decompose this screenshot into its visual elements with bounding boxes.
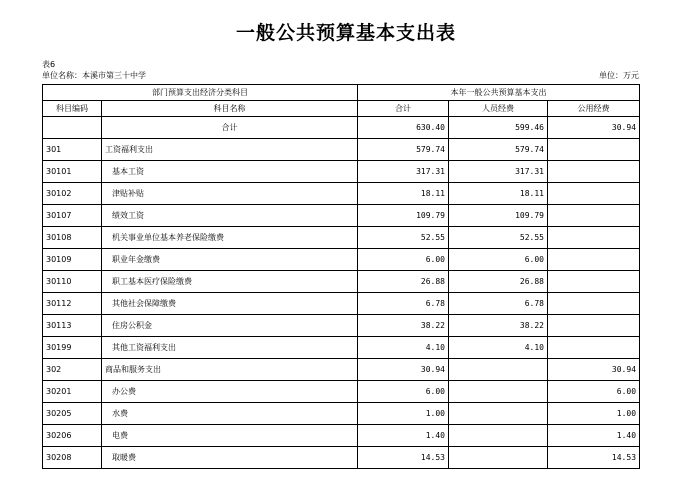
total-label: 合计 (102, 117, 358, 139)
row-name: 工资福利支出 (102, 139, 358, 161)
row-personnel: 317.31 (449, 161, 548, 183)
table-number: 表6 (42, 60, 56, 69)
row-code: 30208 (43, 447, 102, 469)
row-name: 取暖费 (102, 447, 358, 469)
row-personnel: 6.00 (449, 249, 548, 271)
row-public (548, 293, 640, 315)
table-row (43, 249, 640, 271)
row-name: 电费 (102, 425, 358, 447)
row-total: 4.10 (358, 337, 449, 359)
row-personnel: 579.74 (449, 139, 548, 161)
table-row (43, 403, 640, 425)
table-row (43, 381, 640, 403)
row-name: 职工基本医疗保险缴费 (102, 271, 358, 293)
table-row (43, 315, 640, 337)
row-name: 津贴补贴 (102, 183, 358, 205)
row-public (548, 315, 640, 337)
row-public (548, 337, 640, 359)
table-row (43, 271, 640, 293)
row-code: 30108 (43, 227, 102, 249)
header-total: 合计 (358, 101, 449, 117)
row-code: 30112 (43, 293, 102, 315)
row-public (548, 249, 640, 271)
row-name: 职业年金缴费 (102, 249, 358, 271)
table-row (43, 293, 640, 315)
row-total: 579.74 (358, 139, 449, 161)
header-group-row (43, 85, 640, 101)
row-public (548, 183, 640, 205)
row-name: 商品和服务支出 (102, 359, 358, 381)
table-row (43, 227, 640, 249)
header-name: 科目名称 (102, 101, 358, 117)
header-public: 公用经费 (548, 101, 640, 117)
row-public: 1.00 (548, 403, 640, 425)
row-total: 6.00 (358, 381, 449, 403)
row-total: 317.31 (358, 161, 449, 183)
row-total: 52.55 (358, 227, 449, 249)
row-name: 机关事业单位基本养老保险缴费 (102, 227, 358, 249)
total-personnel: 599.46 (449, 117, 548, 139)
row-public (548, 271, 640, 293)
row-total: 26.88 (358, 271, 449, 293)
total-row (43, 117, 640, 139)
row-public (548, 205, 640, 227)
row-total: 1.40 (358, 425, 449, 447)
row-code: 30110 (43, 271, 102, 293)
row-total: 109.79 (358, 205, 449, 227)
total-total: 630.40 (358, 117, 449, 139)
row-public (548, 161, 640, 183)
row-total: 1.00 (358, 403, 449, 425)
header-personnel: 人员经费 (449, 101, 548, 117)
row-personnel: 38.22 (449, 315, 548, 337)
row-code: 30205 (43, 403, 102, 425)
row-total: 6.00 (358, 249, 449, 271)
row-public: 14.53 (548, 447, 640, 469)
row-public: 1.40 (548, 425, 640, 447)
row-personnel: 109.79 (449, 205, 548, 227)
header-group-left: 部门预算支出经济分类科目 (43, 85, 358, 101)
table-row (43, 447, 640, 469)
row-personnel: 6.78 (449, 293, 548, 315)
table-row (43, 161, 640, 183)
row-code: 30206 (43, 425, 102, 447)
row-total: 18.11 (358, 183, 449, 205)
row-total: 38.22 (358, 315, 449, 337)
row-name: 其他工资福利支出 (102, 337, 358, 359)
table-row (43, 359, 640, 381)
row-code: 30199 (43, 337, 102, 359)
table-row (43, 425, 640, 447)
row-public (548, 139, 640, 161)
row-public: 30.94 (548, 359, 640, 381)
row-name: 基本工资 (102, 161, 358, 183)
page-title: 一般公共预算基本支出表 (235, 22, 456, 44)
row-name: 绩效工资 (102, 205, 358, 227)
row-personnel: 4.10 (449, 337, 548, 359)
row-code: 30101 (43, 161, 102, 183)
row-code: 30113 (43, 315, 102, 337)
row-personnel: 52.55 (449, 227, 548, 249)
unit-label: 单位：万元 (599, 71, 639, 80)
row-total: 6.78 (358, 293, 449, 315)
table-row (43, 139, 640, 161)
table-row (43, 183, 640, 205)
total-public: 30.94 (548, 117, 640, 139)
row-public: 6.00 (548, 381, 640, 403)
row-personnel (449, 359, 548, 381)
table-row (43, 205, 640, 227)
row-code: 30201 (43, 381, 102, 403)
row-personnel (449, 447, 548, 469)
row-personnel (449, 425, 548, 447)
row-code: 30109 (43, 249, 102, 271)
row-code: 30102 (43, 183, 102, 205)
row-code: 301 (43, 139, 102, 161)
row-public (548, 227, 640, 249)
row-personnel: 26.88 (449, 271, 548, 293)
row-name: 办公费 (102, 381, 358, 403)
row-personnel (449, 403, 548, 425)
row-code: 30107 (43, 205, 102, 227)
expenditure-table (42, 84, 640, 469)
row-name: 其他社会保障缴费 (102, 293, 358, 315)
unit-name: 单位名称：本溪市第三十中学 (42, 71, 146, 80)
header-code: 科目编码 (43, 101, 102, 117)
table-row (43, 337, 640, 359)
header-group-right: 本年一般公共预算基本支出 (358, 85, 640, 101)
row-personnel: 18.11 (449, 183, 548, 205)
total-code-cell (43, 117, 102, 139)
row-name: 住房公积金 (102, 315, 358, 337)
row-total: 30.94 (358, 359, 449, 381)
row-personnel (449, 381, 548, 403)
row-name: 水费 (102, 403, 358, 425)
header-column-row (43, 101, 640, 117)
row-code: 302 (43, 359, 102, 381)
row-total: 14.53 (358, 447, 449, 469)
